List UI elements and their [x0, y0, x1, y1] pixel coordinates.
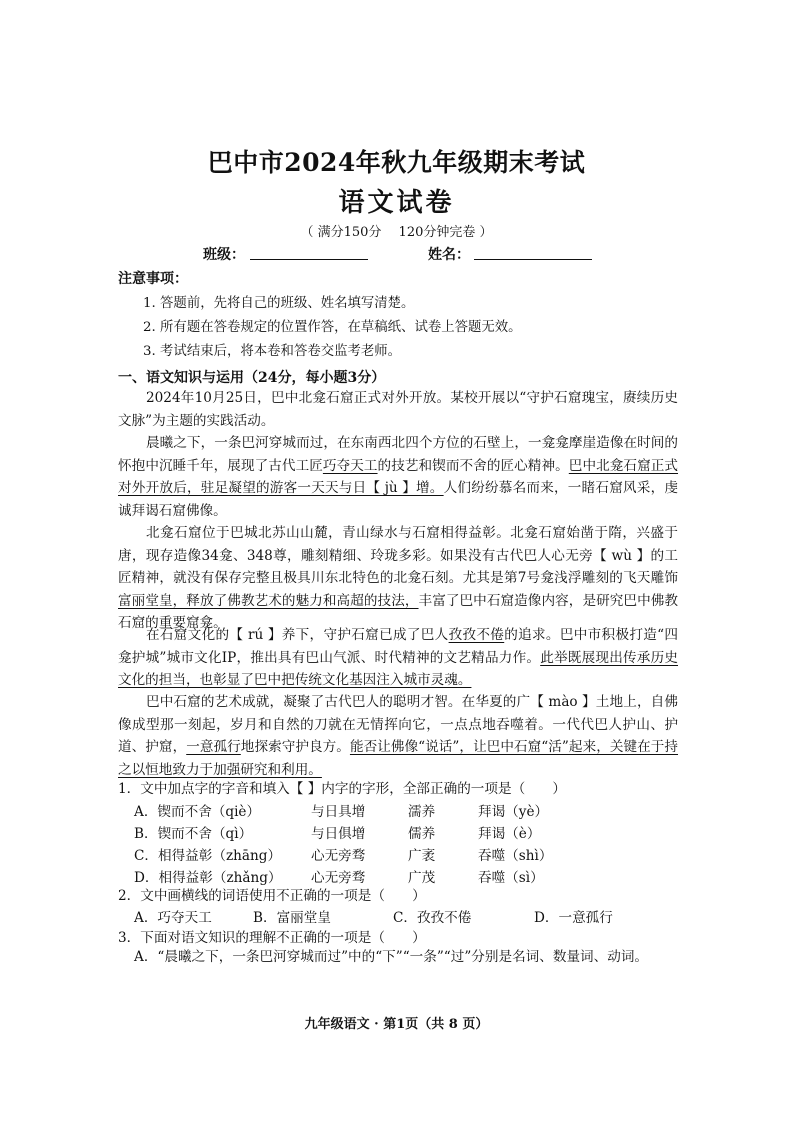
intro-paragraph: 2024年10月25日，巴中北龛石窟正式对外开放。某校开展以“守护石窟瑰宝，赓续历史文脉”为主题的实践活动。	[118, 390, 678, 429]
q1-option-a[interactable]: A．锲而不舍（qiè）	[134, 804, 261, 820]
q2-option-c[interactable]: C．孜孜不倦	[393, 910, 472, 926]
name-field[interactable]	[474, 259, 592, 260]
paragraph-1	[118, 432, 678, 522]
q1-option-a-word: 与日具增	[311, 804, 366, 820]
q2-option-a[interactable]: A．巧夺天工	[134, 910, 212, 926]
class-label: 班级：	[203, 247, 245, 263]
paragraph-4	[118, 691, 678, 781]
text: 丰富了巴中石窟造像内容，是研究巴中佛教石窟的重要窟龛。	[118, 592, 679, 632]
notice-item: 2. 所有题在答卷规定的位置作答，在草稿纸、试卷上答题无效。	[143, 320, 522, 335]
text: 地探索守护良方。	[240, 739, 350, 756]
q2-option-b[interactable]: B．富丽堂皇	[253, 910, 331, 926]
text: 在石窟文化的【 rú 】养下，守护石窟已成了巴人	[146, 627, 449, 643]
q1-option-d-word: 心无旁骛	[311, 870, 366, 886]
q1-option-c-word: 吞噬（shì）	[478, 848, 553, 864]
class-field[interactable]	[250, 259, 368, 260]
q2-option-d[interactable]: D．一意孤行	[534, 910, 613, 926]
q1-option-c[interactable]: C．相得益彰（zhāng）	[134, 848, 282, 864]
subject-title: 语文试卷	[338, 188, 455, 218]
notice-item: 1. 答题前，先将自己的班级、姓名填写清楚。	[143, 296, 415, 311]
q1-option-c-word: 广袤	[408, 848, 436, 864]
q1-option-d-word: 广茂	[408, 870, 436, 886]
question-3-stem: 3．下面对语文知识的理解不正确的一项是（ ）	[118, 930, 426, 946]
q1-option-b[interactable]: B．锲而不舍（qì）	[134, 826, 253, 842]
underlined-sentence: 能否让佛像“说话”，让巴中石窟“活”起来，关键在于持之以恒地致力于加强研究和利用。	[118, 739, 679, 778]
paragraph-2	[118, 522, 678, 635]
underlined-term: 一意孤行	[186, 739, 241, 756]
text: 人们纷纷慕名而来，一睹石窟风采，虔诚拜谒石窟佛像。	[118, 480, 678, 519]
exam-title: 巴中市2024年秋九年级期末考试	[207, 148, 586, 177]
q3-option-a[interactable]: A．“晨曦之下，一条巴河穿城而过”中的“下”“一条”“过”分别是名词、数量词、动词。	[134, 949, 649, 965]
text: 晨曦之下，一条巴河穿城而过，在东南西北四个方位的石壁上，一龛龛摩崖造像在时间的怀抱中沉睡千年，展现了古代工匠	[118, 435, 678, 474]
q1-option-d[interactable]: D．相得益彰（zhǎng）	[134, 870, 282, 886]
name-label: 姓名：	[428, 247, 470, 263]
underlined-sentence: 富丽堂皇，释放了佛教艺术的魅力和高超的技法，	[118, 592, 419, 609]
notice-heading: 注意事项：	[118, 271, 188, 287]
q1-option-b-word: 儒养	[408, 826, 436, 842]
q1-option-b-word: 拜谒（è）	[478, 826, 541, 842]
notice-item: 3. 考试结束后，将本卷和答卷交监考老师。	[143, 344, 402, 359]
q1-option-c-word: 心无旁骛	[311, 848, 366, 864]
section-heading: 一、语文知识与运用（24分，每小题3分）	[118, 370, 386, 386]
text: 巴中石窟的艺术成就，凝聚了古代巴人的聪明才智。在华夏的广【 mào 】土地上，自佛像成型那一刻起，岁月和自然的刀就在无情挥向它，一点点地吞噬着。一代代巴人护山、护道、护窟，	[118, 694, 678, 756]
text: 的追求。巴中市积极打造“四龛护城”城市文化IP，推出具有巴山气派、时代精神的文艺精品力作。	[118, 627, 679, 666]
text: 北龛石窟位于巴城北苏山山麓，青山绿水与石窟相得益彰。北龛石窟始凿于隋，兴盛于唐，现存造像34龛、348尊，雕刻精细、玲珑多彩。如果没有古代巴人心无旁【 wù 】的工匠精神，就没有保存完整且极具川东北特色的北龛石刻。尤其是第7号龛浅浮雕刻的飞天雕饰	[118, 525, 678, 587]
text: 的技艺和锲而不舍的匠心精神。	[377, 457, 569, 474]
page-footer: 九年级语文 · 第1页（共 8 页）	[304, 1017, 489, 1032]
exam-info: （ 满分150分 120分钟完卷 ）	[300, 225, 493, 240]
paragraph-3	[118, 624, 678, 692]
underlined-term: 孜孜不倦	[448, 627, 505, 643]
q1-option-b-word: 与日俱增	[311, 826, 366, 842]
underlined-term: 巧夺天工	[322, 457, 378, 474]
q1-option-a-word: 拜谒（yè）	[478, 804, 549, 820]
question-2-stem: 2．文中画横线的词语使用不正确的一项是（ ）	[118, 888, 426, 904]
q1-option-d-word: 吞噬（sì）	[478, 870, 544, 886]
underlined-sentence: 此举既展现出传承历史文化的担当，也彰显了巴中把传统文化基因注入城市灵魂。	[118, 649, 679, 689]
question-1-stem: 1．文中加点字的字音和填入【 】内字的字形，全部正确的一项是（ ）	[118, 781, 566, 797]
underlined-sentence: 巴中北龛石窟正式对外开放后，驻足凝望的游客一天天与日【 jù 】增。	[118, 457, 679, 497]
q1-option-a-word: 濡养	[408, 804, 436, 820]
